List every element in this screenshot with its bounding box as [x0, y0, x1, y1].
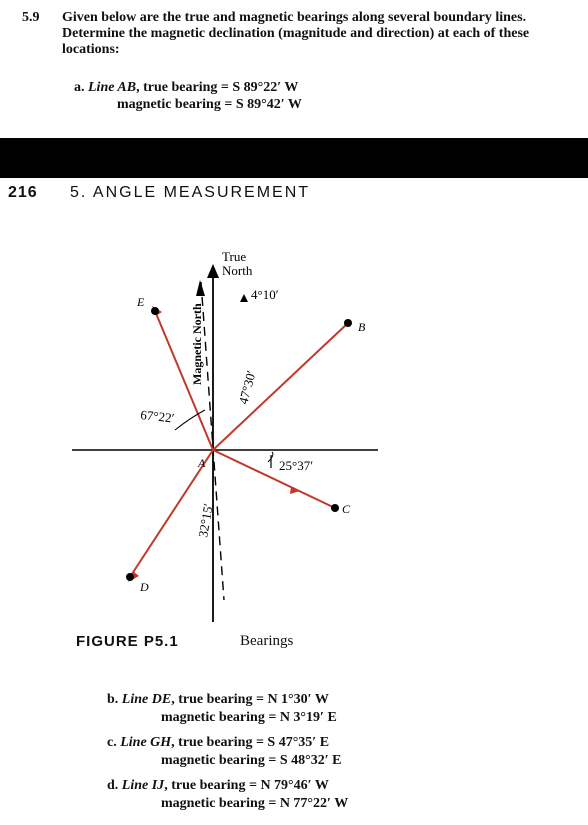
angle-d-label: 32°15′: [195, 502, 216, 539]
north-label: North: [222, 263, 253, 278]
point-b-label: B: [358, 320, 366, 334]
chapter-title: 5. ANGLE MEASUREMENT: [70, 184, 311, 201]
problem-number: 5.9: [22, 10, 40, 25]
part-b-true: b. Line DE, true bearing = N 1°30′ W: [107, 692, 329, 707]
part-c-magnetic: magnetic bearing = S 48°32′ E: [161, 753, 342, 768]
decl-arrow-icon: [240, 294, 248, 302]
point-e-label: E: [137, 295, 145, 309]
angle-b-label: 47°30′: [235, 369, 259, 406]
true-north-arrow-icon: [207, 264, 219, 278]
part-b-magnetic: magnetic bearing = N 3°19′ E: [161, 710, 337, 725]
angle-e-label: 67°22′: [139, 407, 176, 426]
magnetic-north-label: Magnetic North: [190, 303, 204, 385]
point-d: [126, 573, 134, 581]
part-a-magnetic: magnetic bearing = S 89°42′ W: [117, 97, 302, 112]
figure-caption: FIGURE P5.1: [76, 633, 179, 650]
line-ab: [213, 323, 348, 450]
magnetic-north-arrow-icon: [196, 280, 205, 296]
true-label: True: [222, 249, 247, 264]
point-e: [151, 307, 159, 315]
line-ac: [213, 450, 335, 508]
page-number: 216: [8, 184, 38, 201]
figure-subtitle: Bearings: [240, 633, 294, 649]
problem-statement: Given below are the true and magnetic bearings along several boundary lines. Determine the magnetic declination (magnitude and direction) at each of these locations:: [62, 10, 530, 57]
point-c-label: C: [342, 502, 351, 516]
part-a-true: a. Line AB, true bearing = S 89°22′ W: [74, 80, 299, 95]
decl-angle-label: 4°10′: [251, 287, 279, 302]
part-d-true: d. Line IJ, true bearing = N 79°46′ W: [107, 778, 329, 793]
point-c: [331, 504, 339, 512]
angle-c-label: 25°37′: [279, 458, 314, 473]
point-d-label: D: [140, 580, 149, 594]
point-a-label: A: [198, 456, 206, 470]
point-b: [344, 319, 352, 327]
part-c-true: c. Line GH, true bearing = S 47°35′ E: [107, 735, 330, 750]
part-d-magnetic: magnetic bearing = N 77°22′ W: [161, 796, 349, 811]
